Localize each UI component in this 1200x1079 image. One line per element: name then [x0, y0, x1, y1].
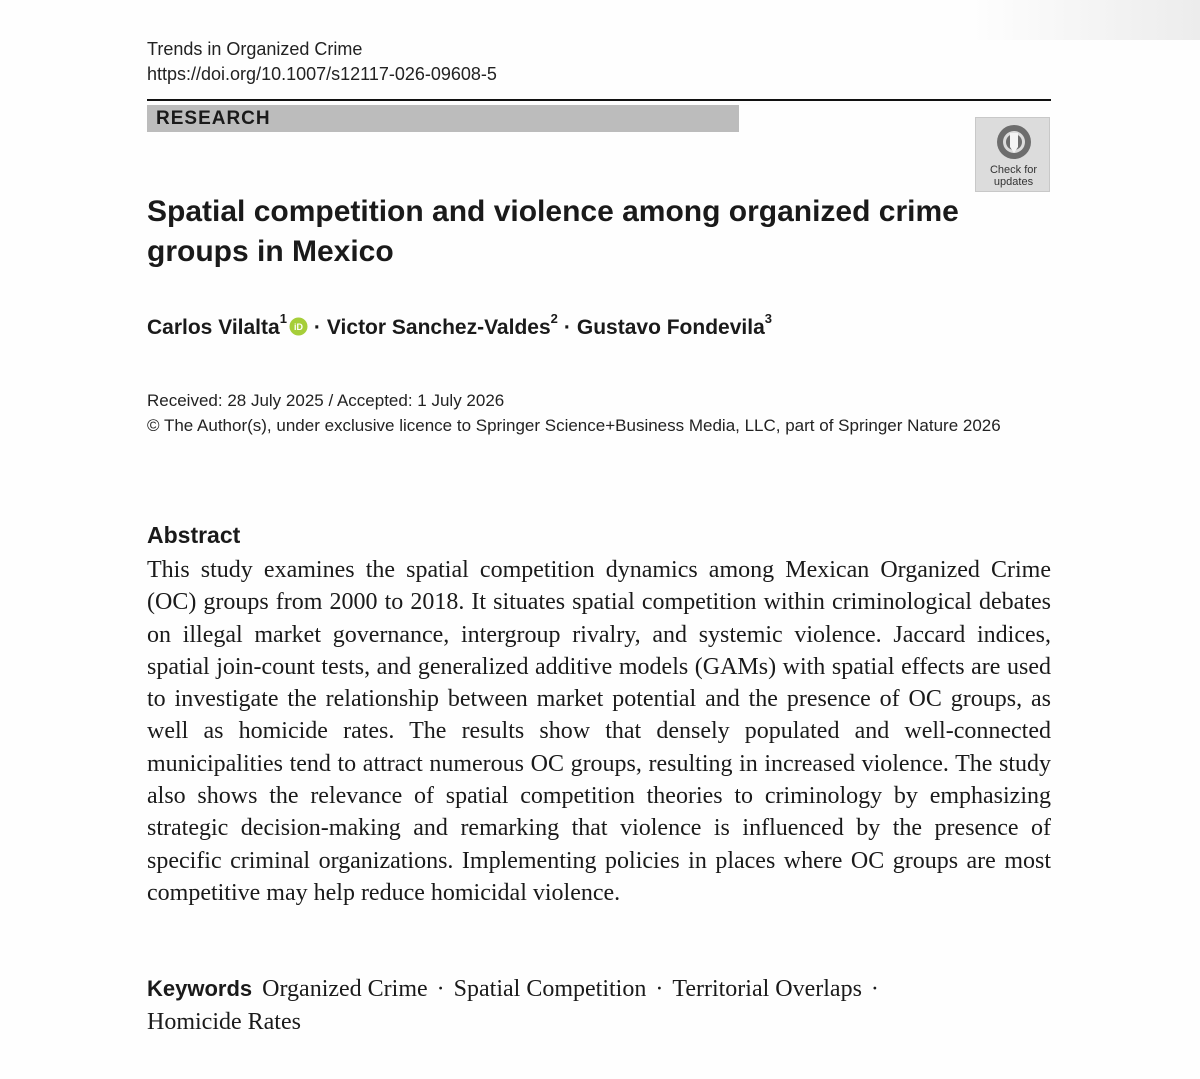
- affiliation-mark: 3: [764, 311, 772, 326]
- keyword-item: Organized Crime: [262, 976, 428, 1002]
- author-name[interactable]: Victor Sanchez-Valdes: [326, 316, 551, 339]
- keyword-item: Territorial Overlaps: [672, 976, 862, 1002]
- keyword-separator: ·: [655, 976, 664, 1002]
- keywords-heading: Keywords: [147, 976, 253, 1001]
- section-bar: [147, 105, 739, 132]
- page-corner-shadow: [970, 0, 1200, 40]
- badge-line-1: Check for: [989, 164, 1038, 176]
- author-separator: ·: [313, 316, 321, 339]
- journal-name: Trends in Organized Crime: [147, 39, 363, 59]
- doi-link[interactable]: https://doi.org/10.1007/s12117-026-09608-5: [147, 64, 497, 84]
- section-label: RESEARCH: [156, 108, 271, 129]
- badge-label: [976, 164, 1051, 188]
- copyright-notice: © The Author(s), under exclusive licence to Springer Science+Business Media, LLC, part of Springer Nature 2026: [147, 416, 1001, 435]
- header-rule: [147, 99, 1051, 101]
- affiliation-mark: 2: [550, 311, 558, 326]
- author-name[interactable]: Gustavo Fondevila: [576, 316, 765, 339]
- badge-line-2: updates: [993, 176, 1034, 188]
- check-for-updates-badge[interactable]: [975, 117, 1050, 192]
- author-separator: ·: [563, 316, 571, 339]
- author-list: [147, 311, 772, 342]
- abstract-text: This study examines the spatial competition dynamics among Mexican Organized Crime (OC) groups from 2000 to 2018. It situates spatial competition within criminological debates on illegal market governance, intergroup rivalry, and systemic violence. Jaccard indices, spatial join-count tests, and generalized additive models (GAMs) with spatial effects are used to investigate the relationship between market potential and the presence of OC groups, as well as homicide rates. The results show that densely populated and well-connected municipalities tend to attract numerous OC groups, resulting in increased violence. The study also shows the relevance of spatial competition theories to criminology by emphasizing strategic decision-making and remarking that violence is influenced by the presence of specific criminal organizations. Implementing policies in places where OC groups are most competitive may help reduce homicidal violence.: [147, 557, 1051, 906]
- orcid-icon[interactable]: [289, 317, 308, 342]
- affiliation-mark: 1: [279, 311, 287, 326]
- svg-text:iD: iD: [293, 322, 303, 332]
- article-title: Spatial competition and violence among organized crime groups in Mexico: [147, 195, 959, 268]
- received-accepted-dates: Received: 28 July 2025 / Accepted: 1 July 2026: [147, 391, 505, 410]
- keyword-separator: ·: [870, 976, 879, 1002]
- keyword-item: Spatial Competition: [453, 976, 647, 1002]
- keyword-item: Homicide Rates: [147, 1009, 301, 1035]
- keyword-separator: ·: [436, 976, 445, 1002]
- author-name[interactable]: Carlos Vilalta: [147, 316, 280, 339]
- keywords-section: [147, 972, 1051, 1039]
- crossmark-icon: [994, 123, 1034, 165]
- abstract-heading: Abstract: [147, 522, 241, 548]
